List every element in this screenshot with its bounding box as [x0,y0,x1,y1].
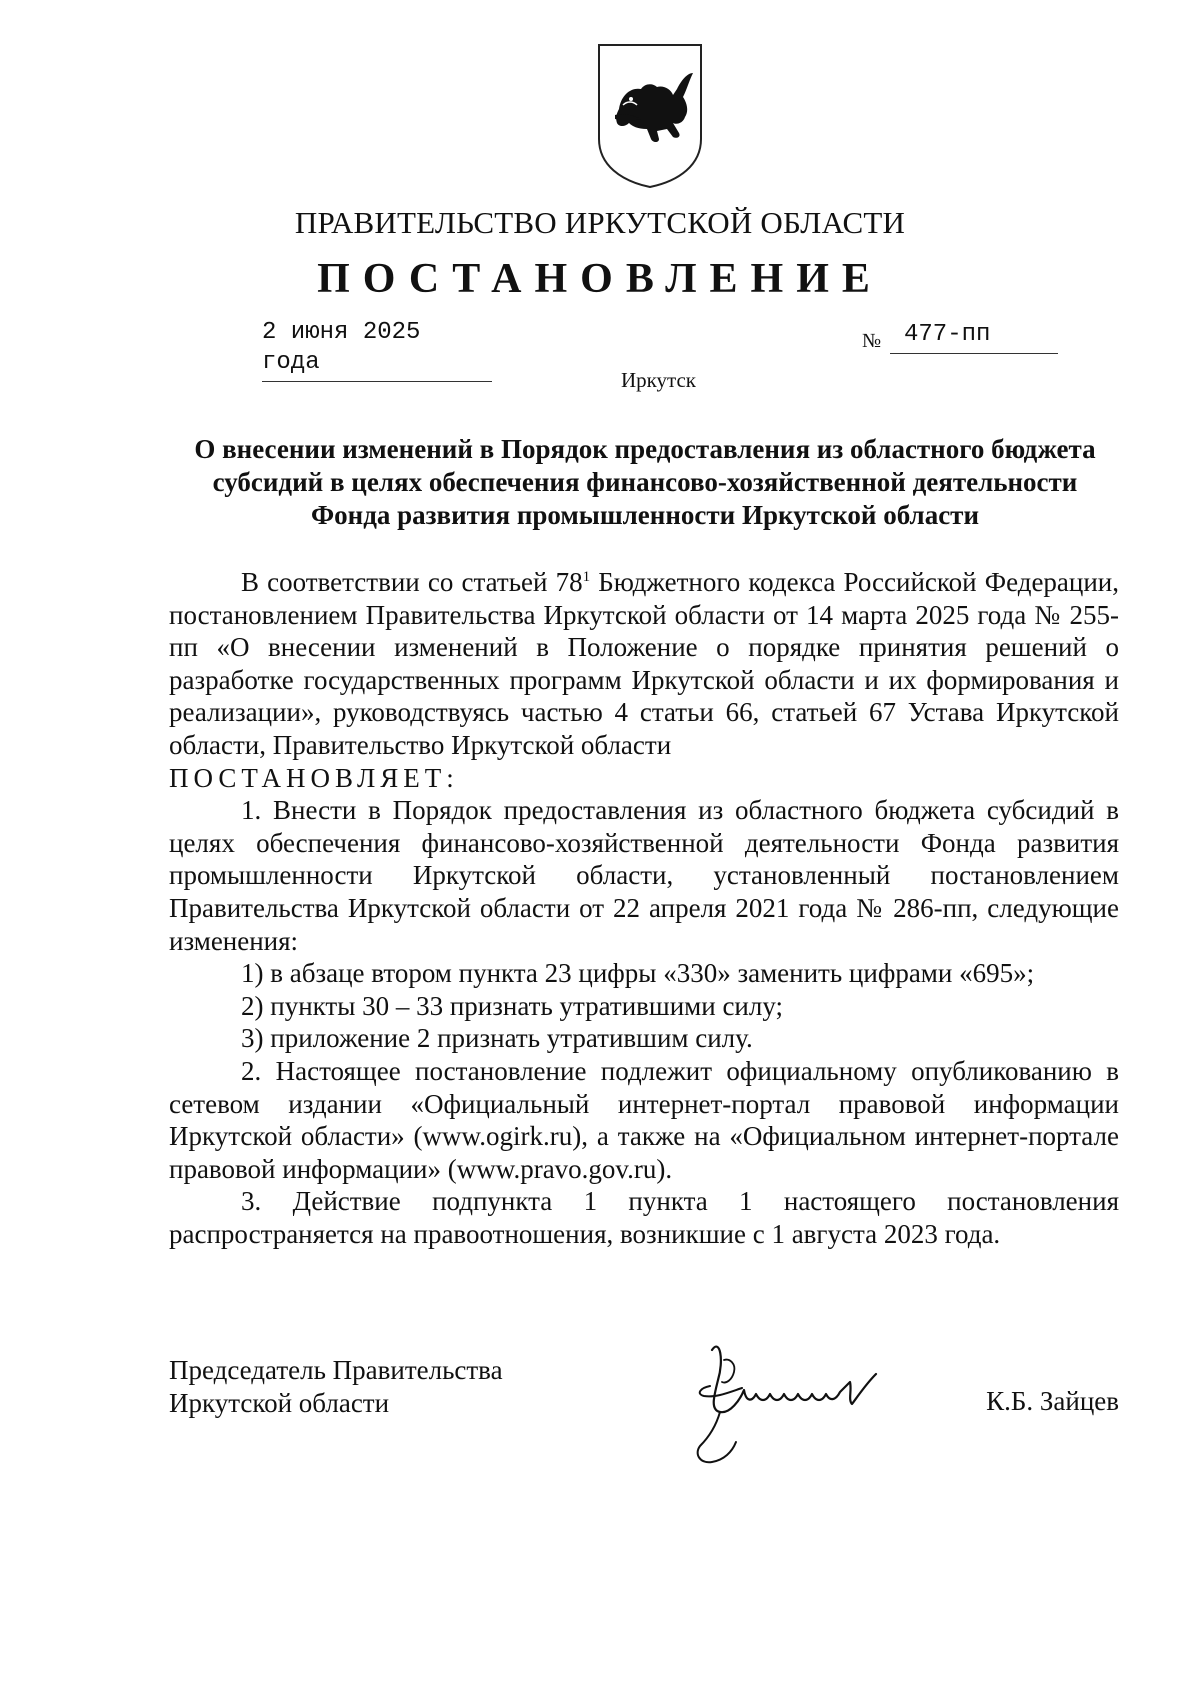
superscript: 1 [582,569,591,585]
signer-position-line2: Иркутской области [169,1387,390,1418]
city: Иркутск [620,368,697,392]
preamble [169,566,1119,762]
coat-of-arms-icon [597,43,703,189]
signer-position-line1: Председатель Правительства [169,1355,503,1385]
handwritten-signature [690,1330,940,1475]
signer-position [169,1354,589,1419]
document-date: 2 июня 2025 года [262,318,492,382]
subparagraph-2: 2) пункты 30 – 33 признать утратившими силу; [241,990,783,1021]
number-sign: № [862,330,882,352]
document-body [169,566,1119,1250]
paragraph-1: 1. Внести в Порядок предоставления из областного бюджета субсидий в целях обеспечения финансово-хозяйственной деятельности Фонда развития промышленности Иркутской области, установленный постановлением Правительства Иркутской области от 22 апреля 2021 года № 286-пп, следующие изменения: [169,795,1119,956]
number-value: 477-пп [890,320,1058,354]
subparagraph-3: 3) приложение 2 признать утратившим силу. [241,1023,753,1054]
signer-name: К.Б. Зайцев [986,1386,1119,1416]
subparagraph-1: 1) в абзаце втором пункта 23 цифры «330» заменить цифрами «695»; [241,958,1035,989]
paragraph-3: 3. Действие подпункта 1 пункта 1 настоящего постановления распространяется на правоотношения, возникшие с 1 августа 2023 года. [169,1186,1119,1249]
document-type: ПОСТАНОВЛЕНИЕ [317,256,883,302]
document-number [862,320,1058,352]
preamble-part2: Бюджетного кодекса Российской Федерации, постановлением Правительства Иркутской области от 14 марта 2025 года № 255-пп «О внесении изменений в Положение о порядке принятия решений о разработке государственных программ Иркутской области и их формирования и реализации», руководствуясь частью 4 статьи 66, статьей 67 Устава Иркутской области, Правительство Иркутской области [169,567,1120,760]
preamble-part1: В соответствии со статьей 78 [241,567,583,597]
decree-word: ПОСТАНОВЛЯЕТ: [169,762,459,793]
government-name: ПРАВИТЕЛЬСТВО ИРКУТСКОЙ ОБЛАСТИ [294,205,906,240]
paragraph-2: 2. Настоящее постановление подлежит официальному опубликованию в сетевом издании «Официальный интернет-портал правовой информации Иркутской области» (www.ogirk.ru), а также на «Официальном интернет-портале правовой информации» (www.pravo.gov.ru). [169,1055,1119,1184]
document-title: О внесении изменений в Порядок предоставления из областного бюджета субсидий в целях обеспечения финансово-хозяйственной деятельности Фонда развития промышленности Иркутской области [194,434,1096,530]
